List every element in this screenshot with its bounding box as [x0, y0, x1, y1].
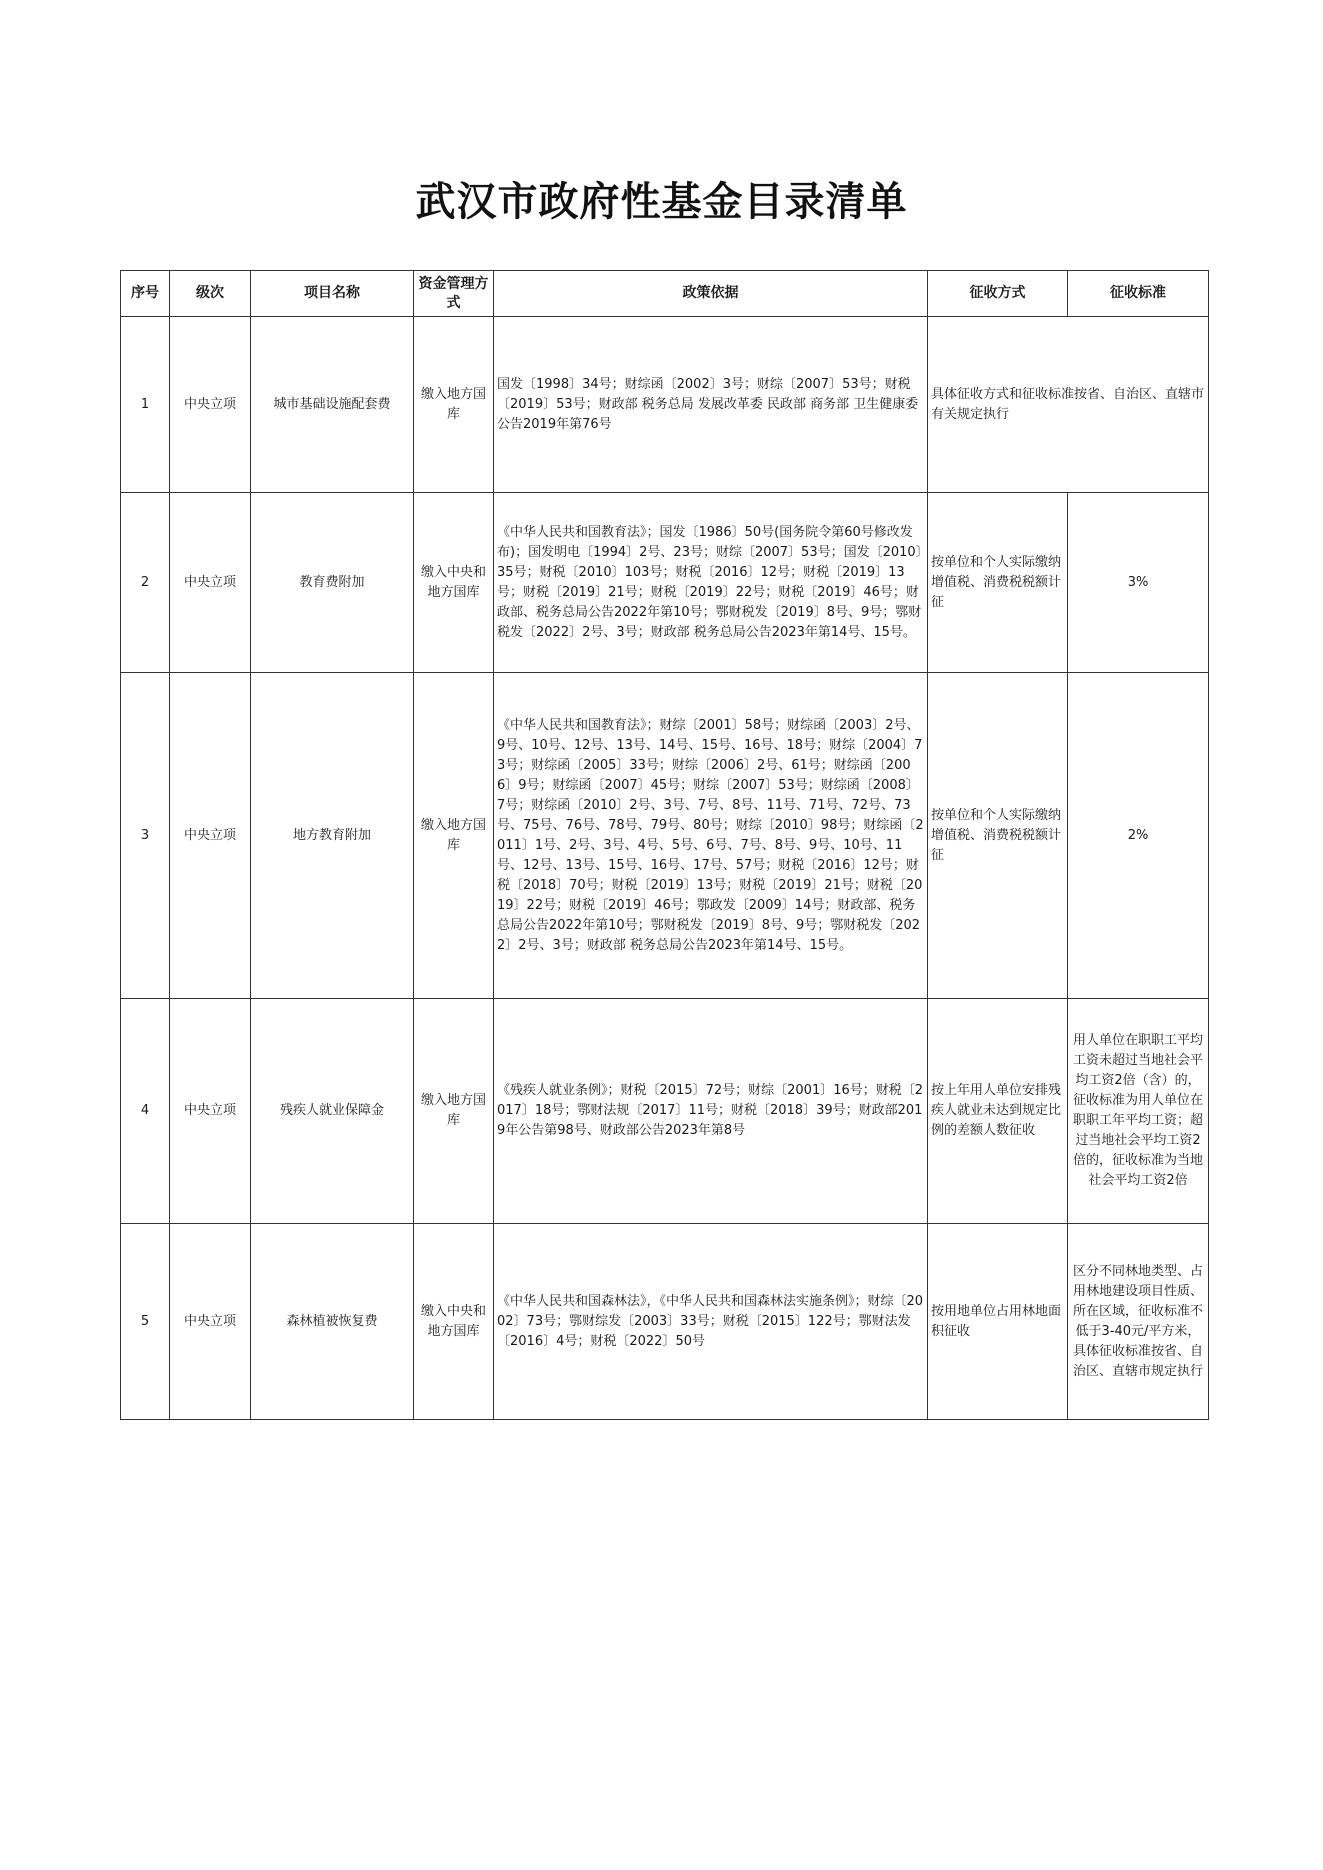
cell-basis: 《中华人民共和国教育法》；国发〔1986〕50号(国务院令第60号修改发布)；国发明电〔1994〕2号、23号；财综〔2007〕53号；国发〔2010〕35号；财税〔2010〕103号；财税〔2016〕12号；财税〔2019〕13号；财税〔2019〕21号；财税〔2019〕22号；财税〔2019〕46号；财政部、税务总局公告2022年第10号；鄂财税发〔2019〕8号、9号；鄂财税发〔2022〕2号、3号；财政部 税务总局公告2023年第14号、15号。 [494, 493, 928, 673]
cell-management: 缴入中央和地方国库 [414, 1224, 494, 1420]
cell-method: 按上年用人单位安排残疾人就业未达到规定比例的差额人数征收 [928, 999, 1068, 1224]
cell-management: 缴入地方国库 [414, 999, 494, 1224]
table-row [121, 999, 1209, 1224]
cell-name: 残疾人就业保障金 [251, 999, 414, 1224]
cell-name: 城市基础设施配套费 [251, 317, 414, 493]
cell-no: 4 [121, 999, 170, 1224]
fund-table [120, 270, 1209, 1420]
cell-management: 缴入地方国库 [414, 673, 494, 999]
cell-basis: 《中华人民共和国教育法》；财综〔2001〕58号；财综函〔2003〕2号、9号、10号、12号、13号、14号、15号、16号、18号；财综〔2004〕73号；财综函〔2005〕33号；财综〔2006〕2号、61号；财综函〔2006〕9号；财综函〔2007〕45号；财综〔2007〕53号；财综函〔2008〕7号；财综函〔2010〕2号、3号、7号、8号、11号、71号、72号、73号、75号、76号、78号、79号、80号；财综〔2010〕98号；财综函〔2011〕1号、2号、3号、4号、5号、6号、7号、8号、9号、10号、11号、12号、13号、15号、16号、17号、57号；财税〔2016〕12号；财税〔2018〕70号；财税〔2019〕13号；财税〔2019〕21号；财税〔2019〕22号；财税〔2019〕46号；鄂政发〔2009〕14号；财政部、税务总局公告2022年第10号；鄂财税发〔2019〕8号、9号；鄂财税发〔2022〕2号、3号；财政部 税务总局公告2023年第14号、15号。 [494, 673, 928, 999]
header-name: 项目名称 [251, 271, 414, 317]
cell-basis: 国发〔1998〕34号；财综函〔2002〕3号；财综〔2007〕53号；财税〔2019〕53号；财政部 税务总局 发展改革委 民政部 商务部 卫生健康委公告2019年第76号 [494, 317, 928, 493]
header-standard: 征收标准 [1068, 271, 1209, 317]
cell-method: 具体征收方式和征收标准按省、自治区、直辖市有关规定执行 [928, 317, 1209, 493]
table-row [121, 1224, 1209, 1420]
table-row [121, 493, 1209, 673]
cell-no: 1 [121, 317, 170, 493]
table-header-row [121, 271, 1209, 317]
header-no: 序号 [121, 271, 170, 317]
cell-name: 地方教育附加 [251, 673, 414, 999]
cell-standard: 用人单位在职职工平均工资未超过当地社会平均工资2倍（含）的，征收标准为用人单位在职职工年平均工资；超过当地社会平均工资2倍的，征收标准为当地社会平均工资2倍 [1068, 999, 1209, 1224]
cell-management: 缴入中央和地方国库 [414, 493, 494, 673]
cell-no: 3 [121, 673, 170, 999]
cell-management: 缴入地方国库 [414, 317, 494, 493]
cell-level: 中央立项 [170, 493, 251, 673]
cell-method: 按单位和个人实际缴纳增值税、消费税税额计征 [928, 673, 1068, 999]
table-row [121, 317, 1209, 493]
header-method: 征收方式 [928, 271, 1068, 317]
cell-basis: 《残疾人就业条例》；财税〔2015〕72号；财综〔2001〕16号；财税〔2017〕18号；鄂财法规〔2017〕11号；财税〔2018〕39号；财政部2019年公告第98号、财政部公告2023年第8号 [494, 999, 928, 1224]
cell-standard: 3% [1068, 493, 1209, 673]
cell-name: 森林植被恢复费 [251, 1224, 414, 1420]
cell-level: 中央立项 [170, 1224, 251, 1420]
cell-name: 教育费附加 [251, 493, 414, 673]
cell-standard: 区分不同林地类型、占用林地建设项目性质、所在区域，征收标准不低于3-40元/平方米，具体征收标准按省、自治区、直辖市规定执行 [1068, 1224, 1209, 1420]
cell-no: 2 [121, 493, 170, 673]
cell-level: 中央立项 [170, 317, 251, 493]
cell-level: 中央立项 [170, 999, 251, 1224]
cell-method: 按单位和个人实际缴纳增值税、消费税税额计征 [928, 493, 1068, 673]
header-level: 级次 [170, 271, 251, 317]
cell-standard: 2% [1068, 673, 1209, 999]
cell-level: 中央立项 [170, 673, 251, 999]
page-title: 武汉市政府性基金目录清单 [415, 178, 908, 225]
header-basis: 政策依据 [494, 271, 928, 317]
cell-basis: 《中华人民共和国森林法》，《中华人民共和国森林法实施条例》；财综〔2002〕73号；鄂财综发〔2003〕33号；财税〔2015〕122号；鄂财法发〔2016〕4号；财税〔2022〕50号 [494, 1224, 928, 1420]
cell-method: 按用地单位占用林地面积征收 [928, 1224, 1068, 1420]
table-row [121, 673, 1209, 999]
header-management: 资金管理方式 [414, 271, 494, 317]
cell-no: 5 [121, 1224, 170, 1420]
